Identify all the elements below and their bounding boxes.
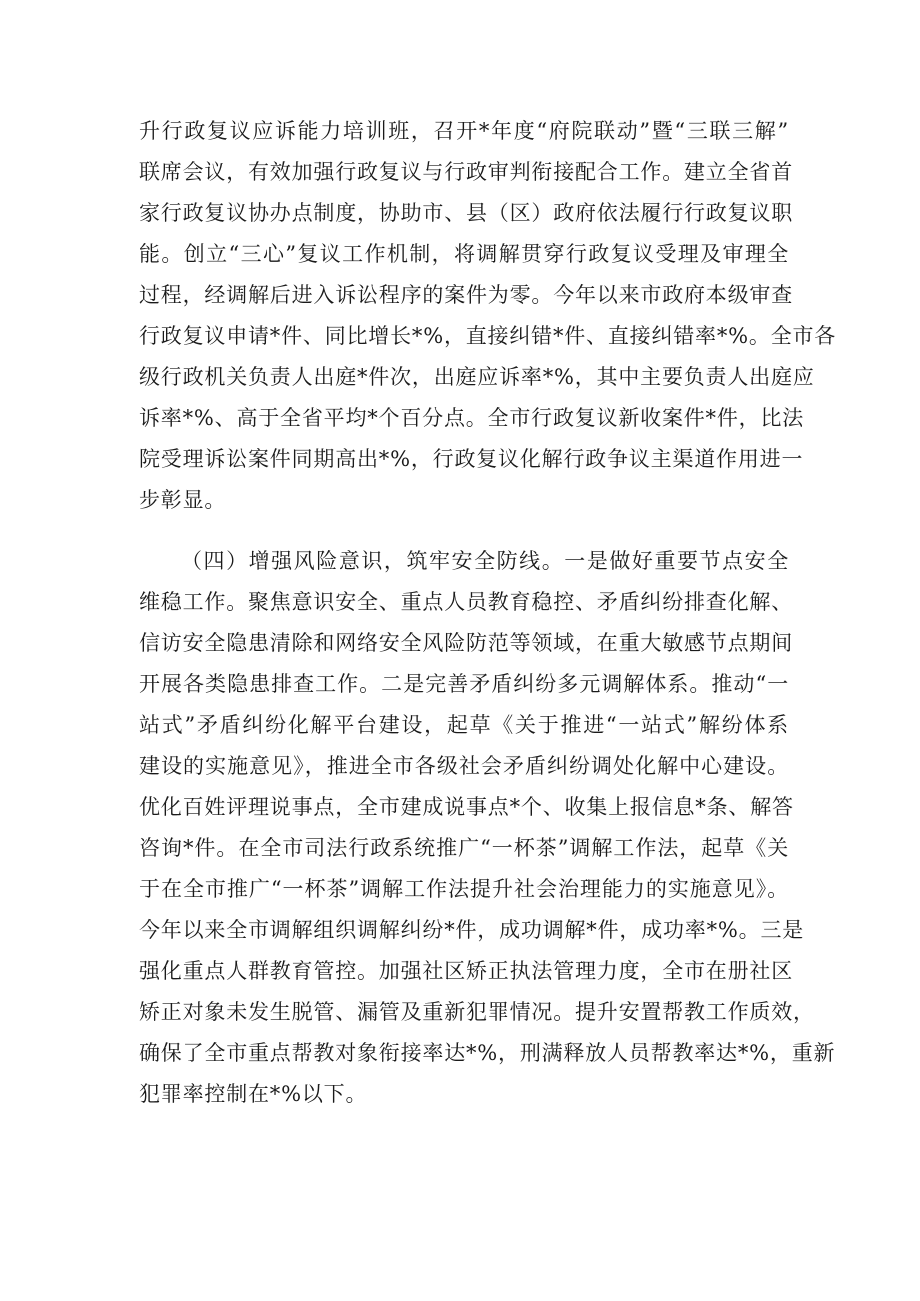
text-line: 开展各类隐患排查工作。二是完善矛盾纠纷多元调解体系。推动“一 xyxy=(139,672,789,696)
text-line: 升行政复议应诉能力培训班，召开*年度“府院联动”暨“三联三解” xyxy=(139,119,789,143)
text-line: 犯罪率控制在*%以下。 xyxy=(139,1082,368,1106)
text-line: 咨询*件。在全市司法行政系统推广“一杯茶”调解工作法，起草《关 xyxy=(139,836,789,860)
section-heading-line: （四）增强风险意识，筑牢安全防线。一是做好重要节点安全 xyxy=(181,549,789,573)
text-line: 过程，经调解后进入诉讼程序的案件为零。今年以来市政府本级审查 xyxy=(139,283,793,307)
text-line: 行政复议申请*件、同比增长*%，直接纠错*件、直接纠错率*%。全市各 xyxy=(139,324,837,348)
text-line: 今年以来全市调解组织调解纠纷*件，成功调解*件，成功率*%。三是 xyxy=(139,918,805,942)
text-line: 强化重点人群教育管控。加强社区矫正执法管理力度，全市在册社区 xyxy=(139,959,793,983)
text-line: 诉率*%、高于全省平均*个百分点。全市行政复议新收案件*件，比法 xyxy=(139,406,805,430)
text-line: 于在全市推广“一杯茶”调解工作法提升社会治理能力的实施意见》。 xyxy=(139,877,789,901)
text-line: 信访安全隐患清除和网络安全风险防范等领域，在重大敏感节点期间 xyxy=(139,631,793,655)
text-line: 确保了全市重点帮教对象衔接率达*%，刑满释放人员帮教率达*%，重新 xyxy=(139,1041,836,1065)
text-line: 家行政复议协办点制度，协助市、县（区）政府依法履行行政复议职 xyxy=(139,201,793,225)
text-line: 院受理诉讼案件同期高出*%，行政复议化解行政争议主渠道作用进一 xyxy=(139,447,804,471)
paragraph-risk-awareness xyxy=(139,541,836,1115)
text-line: 维稳工作。聚焦意识安全、重点人员教育稳控、矛盾纠纷排查化解、 xyxy=(139,590,793,614)
text-line: 步彰显。 xyxy=(139,488,227,512)
paragraph-administrative-review xyxy=(139,111,837,521)
text-line: 级行政机关负责人出庭*件次，出庭应诉率*%，其中主要负责人出庭应 xyxy=(139,365,815,389)
text-line: 联席会议，有效加强行政复议与行政审判衔接配合工作。建立全省首 xyxy=(139,160,793,184)
text-line: 能。创立“三心”复议工作机制，将调解贯穿行政复议受理及审理全 xyxy=(139,242,789,266)
text-line: 建设的实施意见》，推进全市各级社会矛盾纠纷调处化解中心建设。 xyxy=(139,754,789,778)
text-line: 矫正对象未发生脱管、漏管及重新犯罪情况。提升安置帮教工作质效， xyxy=(139,1000,815,1024)
text-line: 优化百姓评理说事点，全市建成说事点*个、收集上报信息*条、解答 xyxy=(139,795,794,819)
text-line: 站式”矛盾纠纷化解平台建设，起草《关于推进“一站式”解纷体系 xyxy=(139,713,789,737)
